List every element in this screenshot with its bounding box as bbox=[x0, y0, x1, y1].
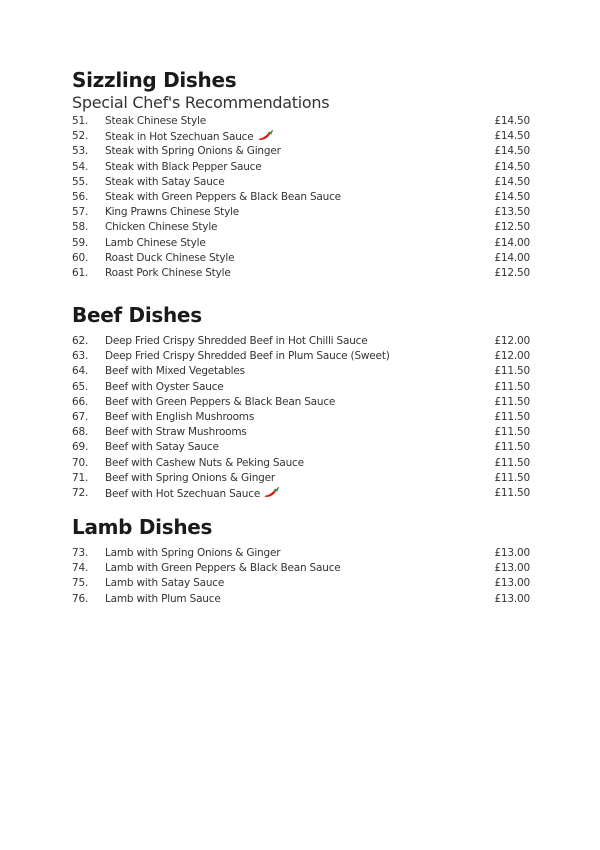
item-name: Roast Duck Chinese Style bbox=[105, 251, 235, 264]
item-number: 64. bbox=[72, 365, 89, 378]
item-number: 53. bbox=[72, 145, 89, 158]
item-name: Beef with Hot Szechuan Sauce bbox=[105, 487, 261, 500]
item-number: 52. bbox=[72, 130, 89, 143]
menu-item bbox=[72, 546, 530, 561]
item-name-wrap bbox=[105, 364, 245, 379]
item-price: £12.50 bbox=[494, 266, 530, 279]
item-price: £13.50 bbox=[494, 206, 530, 219]
item-price: £11.50 bbox=[494, 441, 530, 454]
item-name-wrap bbox=[105, 114, 206, 129]
item-name: Steak with Green Peppers & Black Bean Sauce bbox=[105, 190, 341, 203]
item-price: £14.50 bbox=[494, 160, 530, 173]
menu-list bbox=[72, 114, 530, 281]
menu-item bbox=[72, 220, 530, 235]
item-name: Lamb with Green Peppers & Black Bean Sauce bbox=[105, 562, 341, 575]
item-name: Lamb with Satay Sauce bbox=[105, 577, 225, 590]
menu-item bbox=[72, 395, 530, 410]
menu-item bbox=[72, 561, 530, 576]
item-price: £13.00 bbox=[494, 562, 530, 575]
menu-item bbox=[72, 129, 530, 144]
item-name: Beef with English Mushrooms bbox=[105, 410, 255, 423]
item-name-wrap bbox=[105, 205, 239, 220]
item-name: Chicken Chinese Style bbox=[105, 221, 218, 234]
section-title: Lamb Dishes bbox=[72, 515, 213, 539]
menu-item bbox=[72, 251, 530, 266]
menu-item bbox=[72, 175, 530, 190]
item-name-wrap bbox=[105, 456, 304, 471]
item-price: £11.50 bbox=[494, 365, 530, 378]
item-price: £11.50 bbox=[494, 395, 530, 408]
menu-item bbox=[72, 471, 530, 486]
item-name: Lamb with Spring Onions & Ginger bbox=[105, 547, 281, 559]
section-lamb-dishes bbox=[72, 514, 530, 607]
item-price: £11.50 bbox=[494, 486, 530, 499]
item-number: 67. bbox=[72, 410, 89, 423]
item-number: 73. bbox=[72, 547, 89, 559]
menu-item bbox=[72, 190, 530, 205]
item-name: Beef with Cashew Nuts & Peking Sauce bbox=[105, 456, 304, 469]
item-number: 71. bbox=[72, 471, 89, 484]
item-name-wrap bbox=[105, 395, 335, 410]
menu-item bbox=[72, 236, 530, 251]
item-number: 75. bbox=[72, 577, 89, 590]
item-name: Deep Fried Crispy Shredded Beef in Plum Sauce (Sweet) bbox=[105, 350, 390, 363]
item-number: 54. bbox=[72, 160, 89, 173]
item-number: 70. bbox=[72, 456, 89, 469]
item-price: £14.50 bbox=[494, 190, 530, 203]
item-number: 63. bbox=[72, 350, 89, 363]
item-number: 74. bbox=[72, 562, 89, 575]
item-name: Steak in Hot Szechuan Sauce bbox=[105, 131, 254, 144]
section-subtitle: Special Chef's Recommendations bbox=[72, 93, 330, 112]
menu-item bbox=[72, 334, 530, 349]
item-price: £11.50 bbox=[494, 471, 530, 484]
item-name-wrap bbox=[105, 251, 234, 266]
item-name-wrap bbox=[105, 220, 217, 235]
item-price: £14.50 bbox=[494, 145, 530, 158]
item-name-wrap bbox=[105, 486, 280, 502]
item-name-wrap bbox=[105, 190, 341, 205]
item-name-wrap bbox=[105, 144, 281, 159]
menu-item bbox=[72, 592, 530, 607]
menu-item bbox=[72, 410, 530, 425]
item-price: £11.50 bbox=[494, 426, 530, 439]
item-name: Lamb with Plum Sauce bbox=[105, 592, 221, 605]
item-name: Beef with Satay Sauce bbox=[105, 441, 219, 454]
item-name-wrap bbox=[105, 546, 280, 561]
item-price: £14.00 bbox=[494, 236, 530, 249]
menu-item bbox=[72, 380, 530, 395]
menu-item bbox=[72, 364, 530, 379]
item-name: Beef with Green Peppers & Black Bean Sauce bbox=[105, 395, 336, 408]
menu-list bbox=[72, 546, 530, 607]
item-price: £11.50 bbox=[494, 456, 530, 469]
section-title: Sizzling Dishes bbox=[72, 68, 237, 92]
item-name-wrap bbox=[105, 471, 275, 486]
item-price: £11.50 bbox=[494, 410, 530, 423]
item-name: Lamb Chinese Style bbox=[105, 236, 206, 249]
item-number: 66. bbox=[72, 395, 89, 408]
item-name: Steak with Spring Onions & Ginger bbox=[105, 145, 281, 158]
item-name: Beef with Straw Mushrooms bbox=[105, 426, 247, 439]
item-price: £12.00 bbox=[494, 350, 530, 363]
item-number: 59. bbox=[72, 236, 89, 249]
item-name-wrap bbox=[105, 410, 254, 425]
item-number: 60. bbox=[72, 251, 89, 264]
item-name-wrap bbox=[105, 236, 206, 251]
menu-list bbox=[72, 334, 530, 501]
item-price: £12.50 bbox=[494, 221, 530, 234]
menu-item bbox=[72, 160, 530, 175]
chili-pepper-icon bbox=[263, 486, 280, 499]
item-price: £14.50 bbox=[494, 175, 530, 188]
item-number: 58. bbox=[72, 221, 89, 234]
menu-item bbox=[72, 486, 530, 501]
item-name-wrap bbox=[105, 592, 221, 607]
item-name: Beef with Oyster Sauce bbox=[105, 380, 224, 393]
section-title: Beef Dishes bbox=[72, 303, 202, 327]
item-price: £12.00 bbox=[494, 335, 530, 347]
item-number: 61. bbox=[72, 266, 89, 279]
item-name: King Prawns Chinese Style bbox=[105, 206, 240, 219]
menu-item bbox=[72, 266, 530, 281]
item-name: Steak with Satay Sauce bbox=[105, 175, 225, 188]
menu-item bbox=[72, 425, 530, 440]
menu-item bbox=[72, 456, 530, 471]
item-price: £13.00 bbox=[494, 577, 530, 590]
item-name-wrap bbox=[105, 175, 225, 190]
item-number: 57. bbox=[72, 206, 89, 219]
item-name: Beef with Mixed Vegetables bbox=[105, 365, 245, 378]
item-name-wrap bbox=[105, 160, 262, 175]
item-name: Deep Fried Crispy Shredded Beef in Hot Chilli Sauce bbox=[105, 335, 368, 347]
item-number: 72. bbox=[72, 486, 89, 499]
item-number: 69. bbox=[72, 441, 89, 454]
item-number: 68. bbox=[72, 426, 89, 439]
item-name-wrap bbox=[105, 129, 274, 145]
item-price: £13.00 bbox=[494, 592, 530, 605]
chili-pepper-icon bbox=[257, 129, 274, 142]
item-name: Steak Chinese Style bbox=[105, 115, 206, 127]
item-number: 62. bbox=[72, 335, 89, 347]
menu-item bbox=[72, 205, 530, 220]
item-name-wrap bbox=[105, 576, 224, 591]
item-number: 76. bbox=[72, 592, 89, 605]
section-sizzling-dishes bbox=[72, 67, 530, 281]
item-name-wrap bbox=[105, 349, 390, 364]
item-price: £14.00 bbox=[494, 251, 530, 264]
item-price: £14.50 bbox=[494, 115, 530, 127]
item-name: Beef with Spring Onions & Ginger bbox=[105, 471, 275, 484]
menu-item bbox=[72, 576, 530, 591]
item-name-wrap bbox=[105, 561, 341, 576]
item-name-wrap bbox=[105, 334, 368, 349]
section-beef-dishes bbox=[72, 302, 530, 501]
item-number: 51. bbox=[72, 115, 89, 127]
item-name: Steak with Black Pepper Sauce bbox=[105, 160, 262, 173]
menu-item bbox=[72, 349, 530, 364]
item-name-wrap bbox=[105, 425, 247, 440]
item-name-wrap bbox=[105, 440, 219, 455]
item-number: 65. bbox=[72, 380, 89, 393]
item-number: 55. bbox=[72, 175, 89, 188]
item-number: 56. bbox=[72, 190, 89, 203]
menu-item bbox=[72, 114, 530, 129]
item-name: Roast Pork Chinese Style bbox=[105, 266, 231, 279]
item-name-wrap bbox=[105, 266, 231, 281]
menu-item bbox=[72, 440, 530, 455]
item-price: £13.00 bbox=[494, 547, 530, 559]
item-name-wrap bbox=[105, 380, 224, 395]
item-price: £11.50 bbox=[494, 380, 530, 393]
item-price: £14.50 bbox=[494, 130, 530, 143]
menu-item bbox=[72, 144, 530, 159]
